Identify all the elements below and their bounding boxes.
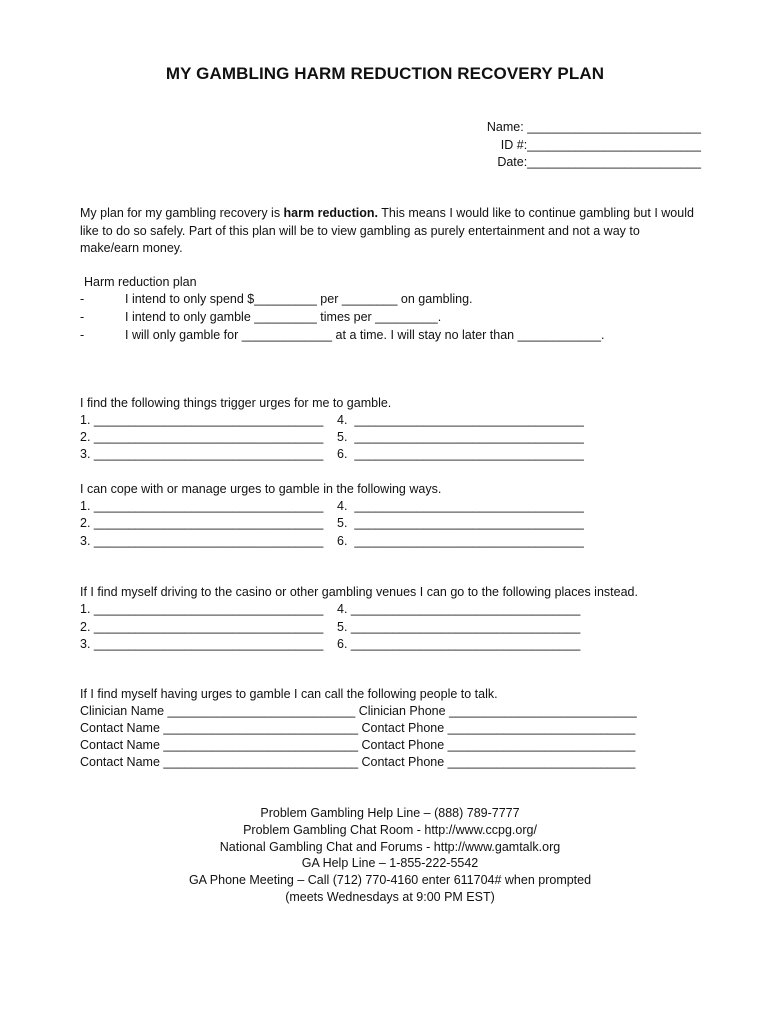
id-field[interactable]: ID #:_________________________ xyxy=(500,138,701,152)
place-field-6[interactable]: 6. _________________________________ xyxy=(337,637,581,651)
place-field-3[interactable]: 3. _________________________________ xyxy=(80,637,324,651)
coping-field-6[interactable]: 6. _________________________________ xyxy=(337,534,584,548)
trigger-field-6[interactable]: 6. _________________________________ xyxy=(337,447,584,461)
trigger-field-2[interactable]: 2. _________________________________ xyxy=(80,430,324,444)
place-field-5[interactable]: 5. _________________________________ xyxy=(337,620,581,634)
intro-bold: harm reduction. xyxy=(283,206,379,220)
chat-room-line: Problem Gambling Chat Room - http://www.ccpg.org/ xyxy=(243,823,537,837)
harm-plan-item-frequency[interactable]: I intend to only gamble _________ times per _________. xyxy=(125,310,442,324)
place-field-1[interactable]: 1. _________________________________ xyxy=(80,602,324,616)
harm-plan-item-spend[interactable]: I intend to only spend $_________ per ________ on gambling. xyxy=(125,292,473,306)
place-field-4[interactable]: 4. _________________________________ xyxy=(337,602,581,616)
contact-row-3[interactable]: Contact Name ____________________________ Contact Phone ___________________________ xyxy=(80,755,636,769)
date-field[interactable]: Date:_________________________ xyxy=(497,155,701,169)
harm-plan-heading: Harm reduction plan xyxy=(84,275,197,289)
document-title: MY GAMBLING HARM REDUCTION RECOVERY PLAN xyxy=(165,64,605,83)
coping-heading: I can cope with or manage urges to gamble in the following ways. xyxy=(80,482,442,496)
intro-paragraph xyxy=(80,205,700,258)
harm-plan-bullet: - xyxy=(80,328,85,342)
clinician-row[interactable]: Clinician Name ___________________________ Clinician Phone ___________________________ xyxy=(80,704,637,718)
intro-suffix: This means I would like to continue gambling but I would like to do so safely. Part of this plan will be to view gambling as purely entertainment and not a way to make/earn money. xyxy=(80,206,694,255)
forums-line: National Gambling Chat and Forums - http://www.gamtalk.org xyxy=(219,840,561,854)
coping-field-1[interactable]: 1. _________________________________ xyxy=(80,499,324,513)
contact-row-2[interactable]: Contact Name ____________________________ Contact Phone ___________________________ xyxy=(80,738,636,752)
help-line: Problem Gambling Help Line – (888) 789-7777 xyxy=(260,806,520,820)
contacts-heading: If I find myself having urges to gamble I can call the following people to talk. xyxy=(80,687,498,701)
name-field[interactable]: Name: _________________________ xyxy=(486,120,701,134)
intro-prefix: My plan for my gambling recovery is xyxy=(80,206,284,220)
triggers-heading: I find the following things trigger urges for me to gamble. xyxy=(80,396,392,410)
coping-field-2[interactable]: 2. _________________________________ xyxy=(80,516,324,530)
trigger-field-4[interactable]: 4. _________________________________ xyxy=(337,413,584,427)
ga-help-line: GA Help Line – 1-855-222-5542 xyxy=(301,856,479,870)
trigger-field-5[interactable]: 5. _________________________________ xyxy=(337,430,584,444)
meeting-time-line: (meets Wednesdays at 9:00 PM EST) xyxy=(285,890,495,904)
coping-field-4[interactable]: 4. _________________________________ xyxy=(337,499,584,513)
trigger-field-3[interactable]: 3. _________________________________ xyxy=(80,447,324,461)
coping-field-5[interactable]: 5. _________________________________ xyxy=(337,516,584,530)
harm-plan-bullet: - xyxy=(80,310,85,324)
places-heading: If I find myself driving to the casino or other gambling venues I can go to the following places instead. xyxy=(80,585,638,599)
harm-plan-item-duration[interactable]: I will only gamble for _____________ at a time. I will stay no later than ____________. xyxy=(125,328,605,342)
contact-row-1[interactable]: Contact Name ____________________________ Contact Phone ___________________________ xyxy=(80,721,636,735)
trigger-field-1[interactable]: 1. _________________________________ xyxy=(80,413,324,427)
place-field-2[interactable]: 2. _________________________________ xyxy=(80,620,324,634)
coping-field-3[interactable]: 3. _________________________________ xyxy=(80,534,324,548)
ga-phone-meeting-line: GA Phone Meeting – Call (712) 770-4160 enter 611704# when prompted xyxy=(188,873,592,887)
harm-plan-bullet: - xyxy=(80,292,85,306)
